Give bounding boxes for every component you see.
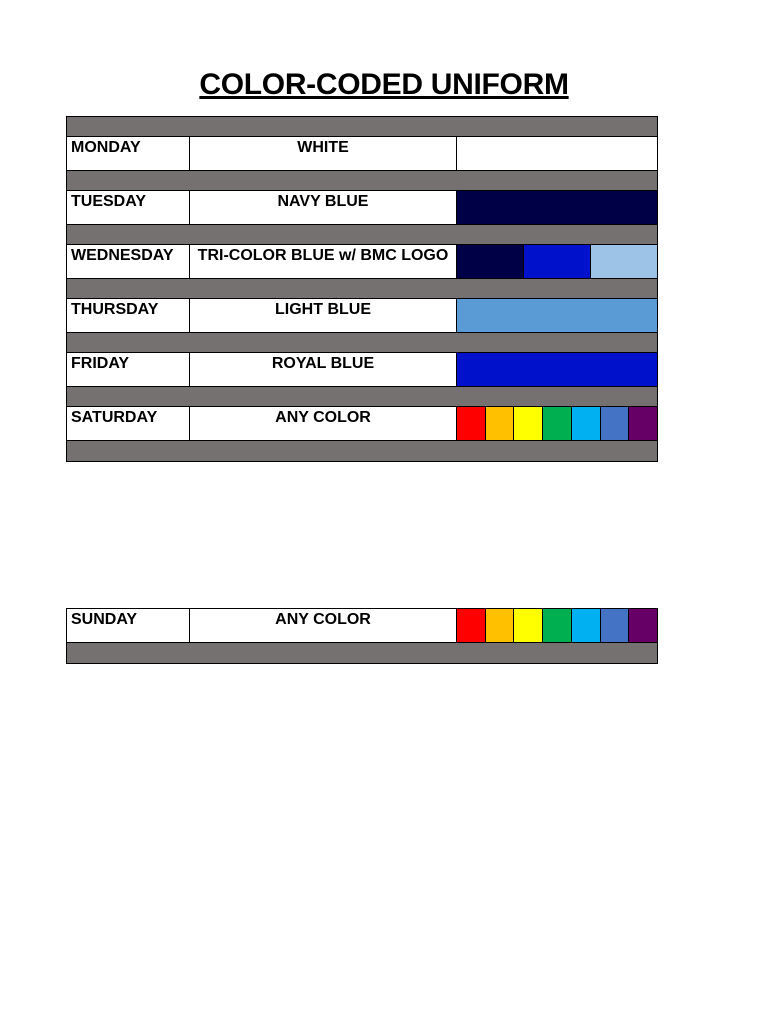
color-swatch bbox=[485, 609, 514, 642]
table-row-wednesday bbox=[67, 245, 657, 279]
separator-bar bbox=[67, 387, 657, 407]
table-row-thursday bbox=[67, 299, 657, 333]
color-swatch bbox=[542, 609, 571, 642]
uniform-cell: NAVY BLUE bbox=[190, 191, 457, 224]
color-swatch-cell bbox=[457, 407, 657, 440]
color-swatch bbox=[485, 407, 514, 440]
table-row-saturday bbox=[67, 407, 657, 441]
color-swatch bbox=[571, 609, 600, 642]
color-swatch bbox=[457, 299, 657, 332]
uniform-cell: ROYAL BLUE bbox=[190, 353, 457, 386]
separator-bar bbox=[67, 643, 657, 663]
color-swatch bbox=[628, 407, 657, 440]
color-swatch bbox=[590, 245, 657, 278]
separator-bar bbox=[67, 117, 657, 137]
uniform-cell: ANY COLOR bbox=[190, 407, 457, 440]
separator-bar bbox=[67, 279, 657, 299]
color-swatch-cell bbox=[457, 299, 657, 332]
color-swatch bbox=[457, 137, 657, 170]
day-cell: FRIDAY bbox=[67, 353, 190, 386]
uniform-cell: WHITE bbox=[190, 137, 457, 170]
color-swatch bbox=[457, 191, 657, 224]
color-swatch bbox=[457, 245, 523, 278]
weekday-uniform-table bbox=[66, 116, 658, 462]
color-swatch-cell bbox=[457, 191, 657, 224]
color-swatch bbox=[523, 245, 590, 278]
color-swatch-cell bbox=[457, 245, 657, 278]
color-swatch-cell bbox=[457, 353, 657, 386]
separator-bar bbox=[67, 171, 657, 191]
sunday-uniform-table bbox=[66, 608, 658, 664]
color-swatch bbox=[513, 407, 542, 440]
color-swatch bbox=[600, 407, 629, 440]
color-swatch bbox=[628, 609, 657, 642]
separator-bar bbox=[67, 333, 657, 353]
uniform-cell: TRI-COLOR BLUE w/ BMC LOGO bbox=[190, 245, 457, 278]
color-swatch bbox=[571, 407, 600, 440]
color-swatch-cell bbox=[457, 609, 657, 642]
day-cell: SATURDAY bbox=[67, 407, 190, 440]
uniform-cell: ANY COLOR bbox=[190, 609, 457, 642]
separator-bar bbox=[67, 441, 657, 461]
day-cell: SUNDAY bbox=[67, 609, 190, 642]
color-swatch bbox=[457, 609, 485, 642]
table-row-monday bbox=[67, 137, 657, 171]
page-title: COLOR-CODED UNIFORM bbox=[199, 68, 569, 101]
table-row-tuesday bbox=[67, 191, 657, 225]
table-row-sunday bbox=[67, 609, 657, 643]
table-row-friday bbox=[67, 353, 657, 387]
color-swatch bbox=[542, 407, 571, 440]
color-swatch bbox=[513, 609, 542, 642]
uniform-cell: LIGHT BLUE bbox=[190, 299, 457, 332]
color-swatch-cell bbox=[457, 137, 657, 170]
day-cell: WEDNESDAY bbox=[67, 245, 190, 278]
day-cell: MONDAY bbox=[67, 137, 190, 170]
color-swatch bbox=[457, 353, 657, 386]
separator-bar bbox=[67, 225, 657, 245]
color-swatch bbox=[600, 609, 629, 642]
color-swatch bbox=[457, 407, 485, 440]
day-cell: TUESDAY bbox=[67, 191, 190, 224]
day-cell: THURSDAY bbox=[67, 299, 190, 332]
